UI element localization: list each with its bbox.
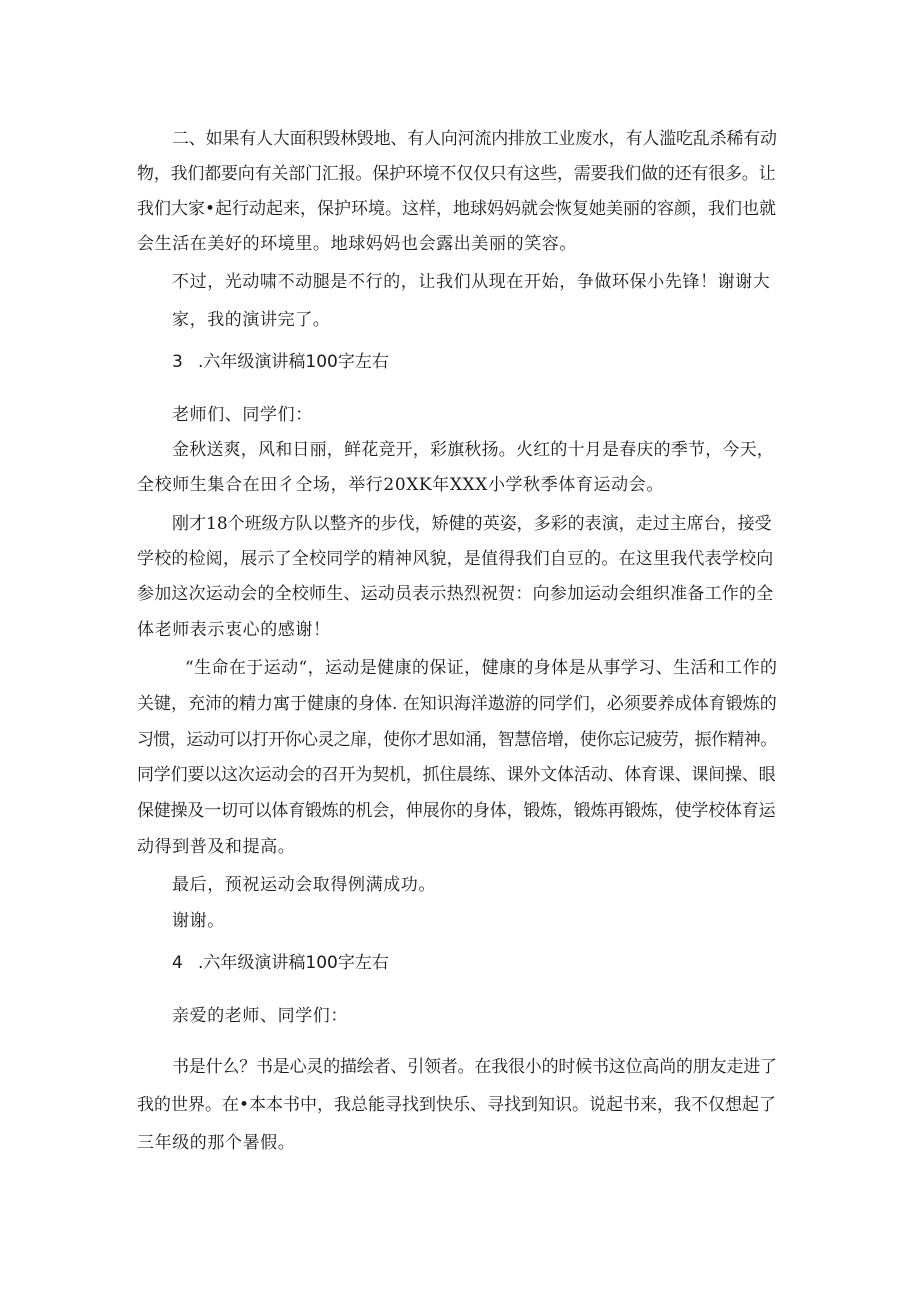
text-line: 金秋送爽，风和日丽，鲜花竞开，彩旗秋扬。火红的十月是春庆的季节，今天， bbox=[172, 440, 774, 460]
text-line: 会生活在美好的环境里。地球妈妈也会露出美丽的笑容。 bbox=[137, 234, 577, 254]
text-line: 全校师生集合在田彳仝场，举行20XK年XXX小学秋季体育运动会。 bbox=[137, 475, 664, 495]
greeting: 亲爱的老师、同学们： bbox=[172, 1006, 348, 1026]
section-number: 4 bbox=[172, 953, 183, 973]
text-line: 动得到普及和提高。 bbox=[137, 837, 296, 857]
section-title: .六年级演讲稿100字左右 bbox=[198, 953, 389, 973]
text-line: “生命在于运动“，运动是健康的保证，健康的身体是从事学习、生活和工作的 bbox=[185, 658, 778, 678]
text-line: 谢谢。 bbox=[172, 911, 225, 931]
text-line: 我的世界。在•本本书中，我总能寻找到快乐、寻找到知识。说起书来，我不仅想起了 bbox=[137, 1095, 777, 1115]
text-line: 体老师表示衷心的感谢！ bbox=[137, 620, 331, 640]
text-line: 书是什么？书是心灵的描绘者、引领者。在我很小的时候书这位高尚的朋友走进了 bbox=[172, 1057, 777, 1077]
section-heading bbox=[172, 951, 389, 975]
text-line: 关键，充沛的精力寓于健康的身体. 在知识海洋遨游的同学们，必须要养成体育锻炼的 bbox=[137, 694, 777, 714]
text-line: 保健操及一切可以体育锻炼的机会，伸展你的身体，锻炼，锻炼再锻炼，使学校体育运 bbox=[137, 801, 776, 821]
text-line: 同学们要以这次运动会的召开为契机，抓住晨练、课外文体活动、体育课、课间操、眼 bbox=[137, 765, 776, 785]
text-line: 学校的检阅，展示了全校同学的精神风貌，是值得我们自豆的。在这里我代表学校向 bbox=[137, 549, 774, 569]
text-line: 家，我的演讲完了。 bbox=[172, 310, 331, 330]
section-number: 3 bbox=[172, 352, 183, 372]
section-heading bbox=[172, 350, 389, 374]
text-line: 刚才18个班级方队以整齐的步伐，矫健的英姿，多彩的表演，走过主席台，接受 bbox=[172, 514, 772, 534]
text-line: 三年级的那个暑假。 bbox=[137, 1133, 296, 1153]
text-line: 物，我们都要向有关部门汇报。保护环境不仅仅只有这些，需要我们做的还有很多。让 bbox=[137, 164, 776, 184]
text-line: 不过，光动啸不动腿是不行的，让我们从现在开始，争做环保小先锋！谢谢大 bbox=[172, 272, 771, 292]
text-line: 我们大家•起行动起来，保护环境。这样，地球妈妈就会恢复她美丽的容颜，我们也就 bbox=[137, 199, 777, 219]
section-title: .六年级演讲稿100字左右 bbox=[198, 352, 389, 372]
text-line: 最后，预祝运动会取得例满成功。 bbox=[172, 875, 436, 895]
text-line: 二、如果有人大面积毁林毁地、有人向河流内排放工业废水，有人滥吃乱杀稀有动 bbox=[172, 129, 777, 149]
greeting: 老师们、同学们： bbox=[172, 405, 313, 425]
text-line: 参加这次运动会的全校师生、运动员表示热烈祝贺：向参加运动会组织准备工作的全 bbox=[137, 584, 774, 604]
text-line: 习惯，运动可以打开你心灵之扉，使你才思如涌，智慧倍增，使你忘记疲劳，振作精神。 bbox=[137, 730, 777, 750]
